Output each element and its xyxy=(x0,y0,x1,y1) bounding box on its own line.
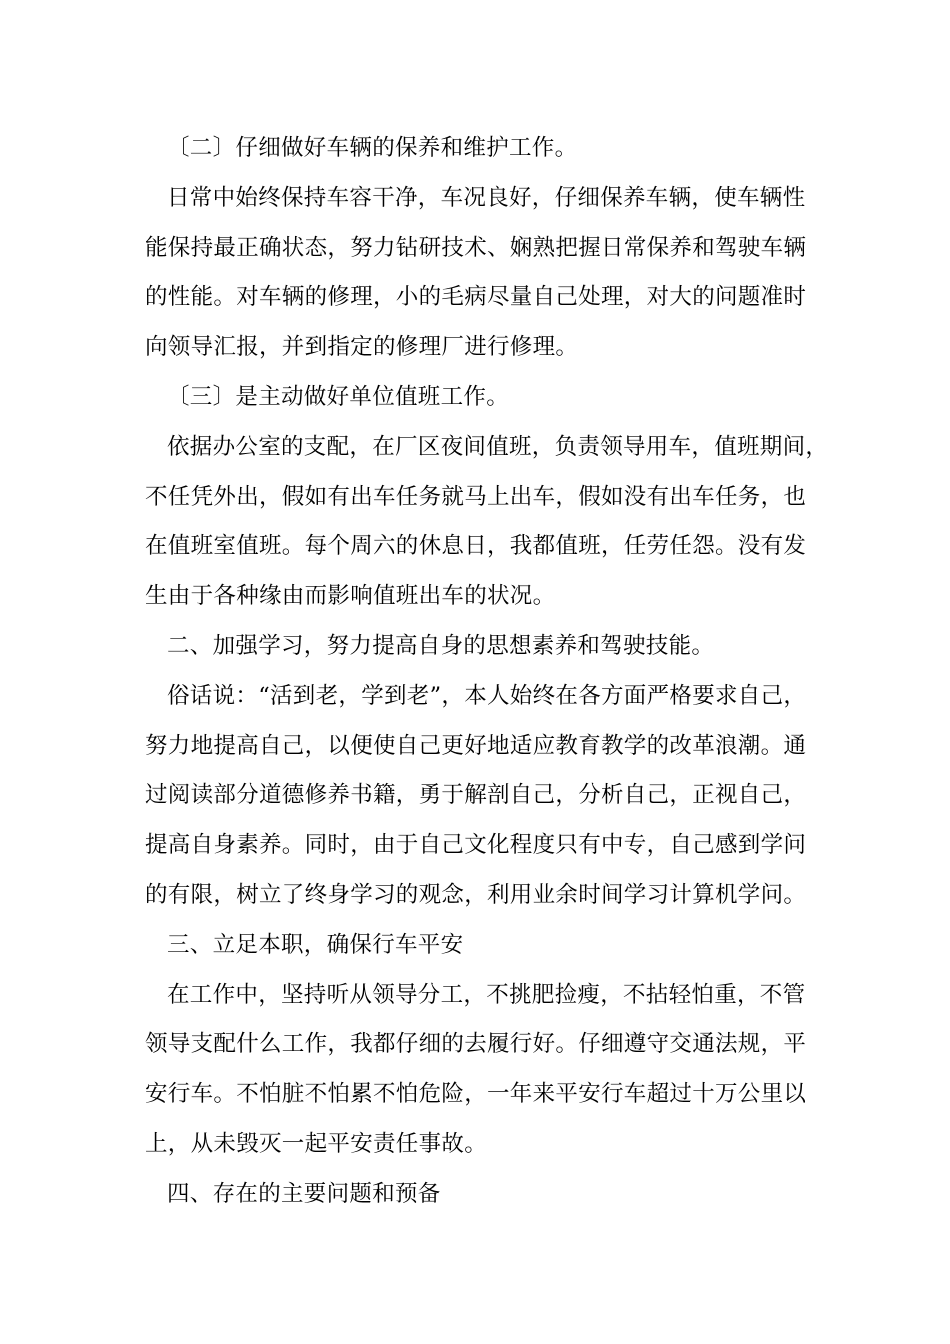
section-heading xyxy=(145,124,830,174)
body-paragraph xyxy=(145,423,830,622)
text-line: 二、加强学习，努力提高自身的思想素养和驾驶技能。 xyxy=(167,632,715,659)
body-paragraph xyxy=(145,672,830,921)
text-line: 日常中始终保持车容干净，车况良好，仔细保养车辆，使车辆性 xyxy=(167,184,806,211)
text-line: 能保持最正确状态，努力钻研技术、娴熟把握日常保养和驾驶车辆 xyxy=(145,234,807,261)
text-line: 的有限，树立了终身学习的观念，利用业余时间学习计算机学问。 xyxy=(145,881,807,908)
text-line: 依据办公室的支配，在厂区夜间值班，负责领导用车，值班期间， xyxy=(167,433,829,460)
text-line: 三、立足本职，确保行车平安 xyxy=(167,931,464,958)
text-line: 提高自身素养。同时，由于自己文化程度只有中专，自己感到学问 xyxy=(145,832,807,859)
text-line: 的性能。对车辆的修理，小的毛病尽量自己处理，对大的问题准时 xyxy=(145,284,807,311)
text-line: 〔二〕仔细做好车辆的保养和维护工作。 xyxy=(167,135,578,161)
body-paragraph xyxy=(145,971,830,1170)
text-line: 俗话说：“活到老，学到老”，本人始终在各方面严格要求自己， xyxy=(167,682,807,709)
text-line: 过阅读部分道德修养书籍，勇于解剖自己，分析自己，正视自己， xyxy=(145,782,807,809)
document-page xyxy=(145,124,830,1220)
text-line: 领导支配什么工作，我都仔细的去履行好。仔细遵守交通法规，平 xyxy=(145,1031,807,1058)
text-line: 安行车。不怕脏不怕累不怕危险，一年来平安行车超过十万公里以 xyxy=(145,1081,807,1108)
text-line: 〔三〕是主动做好单位值班工作。 xyxy=(167,383,510,410)
section-heading xyxy=(145,622,830,672)
text-line: 在工作中，坚持听从领导分工，不挑肥捡瘦，不拈轻怕重，不管 xyxy=(167,981,806,1008)
text-line: 上，从未毁灭一起平安责任事故。 xyxy=(145,1130,488,1157)
text-line: 努力地提高自己，以便使自己更好地适应教育教学的改革浪潮。通 xyxy=(145,732,807,759)
text-line: 四、存在的主要问题和预备 xyxy=(167,1180,441,1207)
text-line: 向领导汇报，并到指定的修理厂进行修理。 xyxy=(145,334,579,361)
body-paragraph xyxy=(145,174,830,373)
text-line: 在值班室值班。每个周六的休息日，我都值班，任劳任怨。没有发 xyxy=(145,533,807,560)
section-heading xyxy=(145,373,830,423)
text-line: 生由于各种缘由而影响值班出车的状况。 xyxy=(145,583,556,610)
section-heading xyxy=(145,921,830,971)
section-heading xyxy=(145,1170,830,1220)
text-line: 不任凭外出，假如有出车任务就马上出车，假如没有出车任务，也 xyxy=(145,483,807,510)
